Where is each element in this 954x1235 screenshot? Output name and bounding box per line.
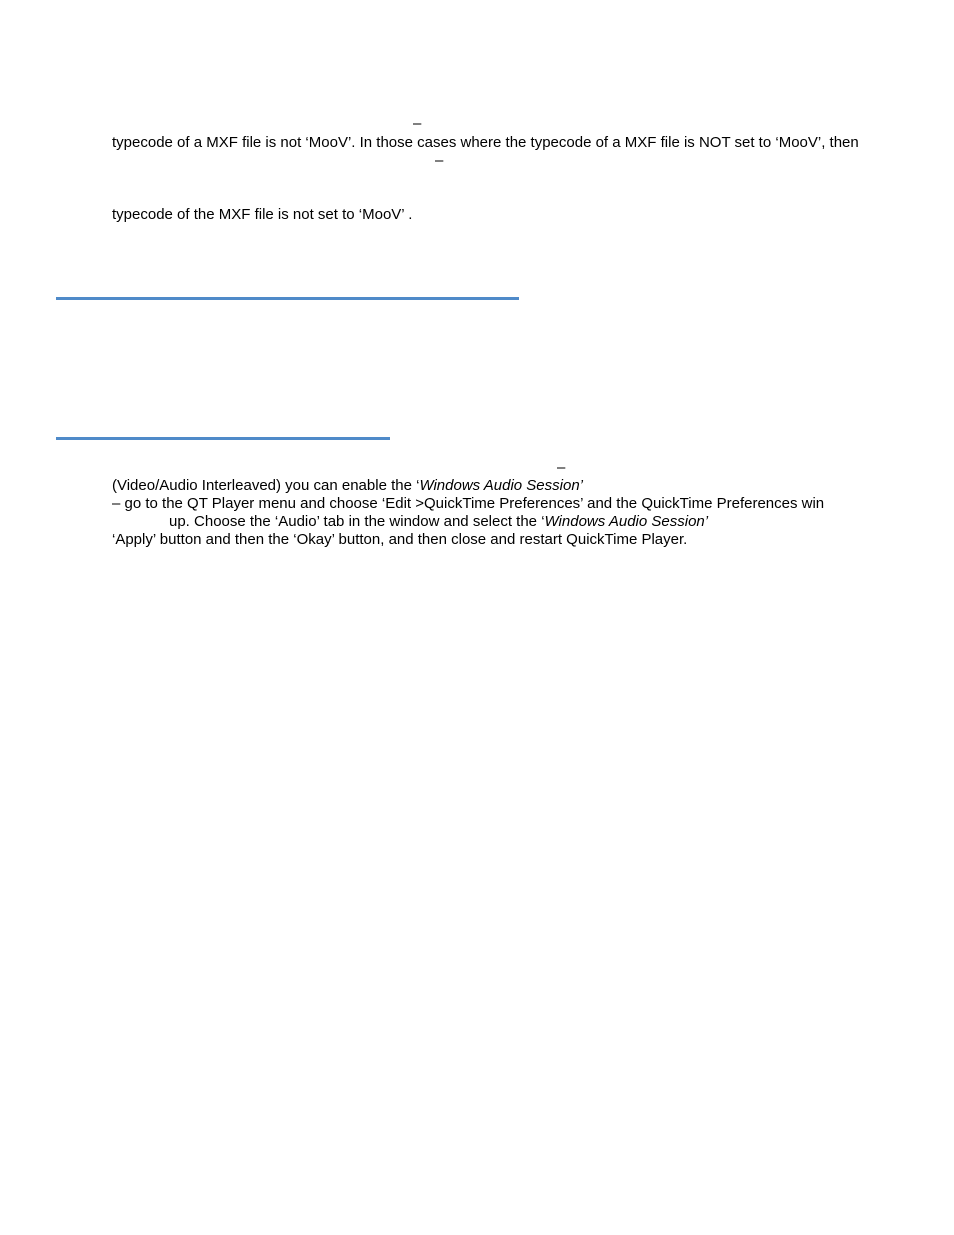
- dash-1: –: [413, 115, 422, 132]
- paragraph-1-line-1: typecode of a MXF file is not ‘MooV’. In those cases where the typecode of a MXF file is NOT set to ‘MooV’, then: [112, 134, 859, 151]
- windows-audio-session-term: Windows Audio Session’: [419, 477, 583, 494]
- line-text: up. Choose the ‘Audio’ tab in the window and select the ‘: [169, 513, 545, 530]
- heading-rule-1: [56, 297, 519, 300]
- paragraph-2-line-1: [112, 477, 583, 495]
- dash-3: –: [557, 459, 566, 476]
- line-text: (Video/Audio Interleaved) you can enable the ‘: [112, 477, 420, 494]
- windows-audio-session-term: Windows Audio Session’: [544, 513, 709, 530]
- paragraph-2-line-4: ‘Apply’ button and then the ‘Okay’ button, and then close and restart QuickTime Player.: [112, 531, 688, 548]
- paragraph-1-line-2: typecode of the MXF file is not set to ‘MooV’ .: [112, 206, 413, 223]
- paragraph-2-line-3: [169, 513, 708, 531]
- dash-2: –: [435, 152, 444, 169]
- paragraph-2-line-2: – go to the QT Player menu and choose ‘Edit >QuickTime Preferences’ and the QuickTime Preferences win: [112, 495, 825, 512]
- heading-rule-2: [56, 437, 390, 440]
